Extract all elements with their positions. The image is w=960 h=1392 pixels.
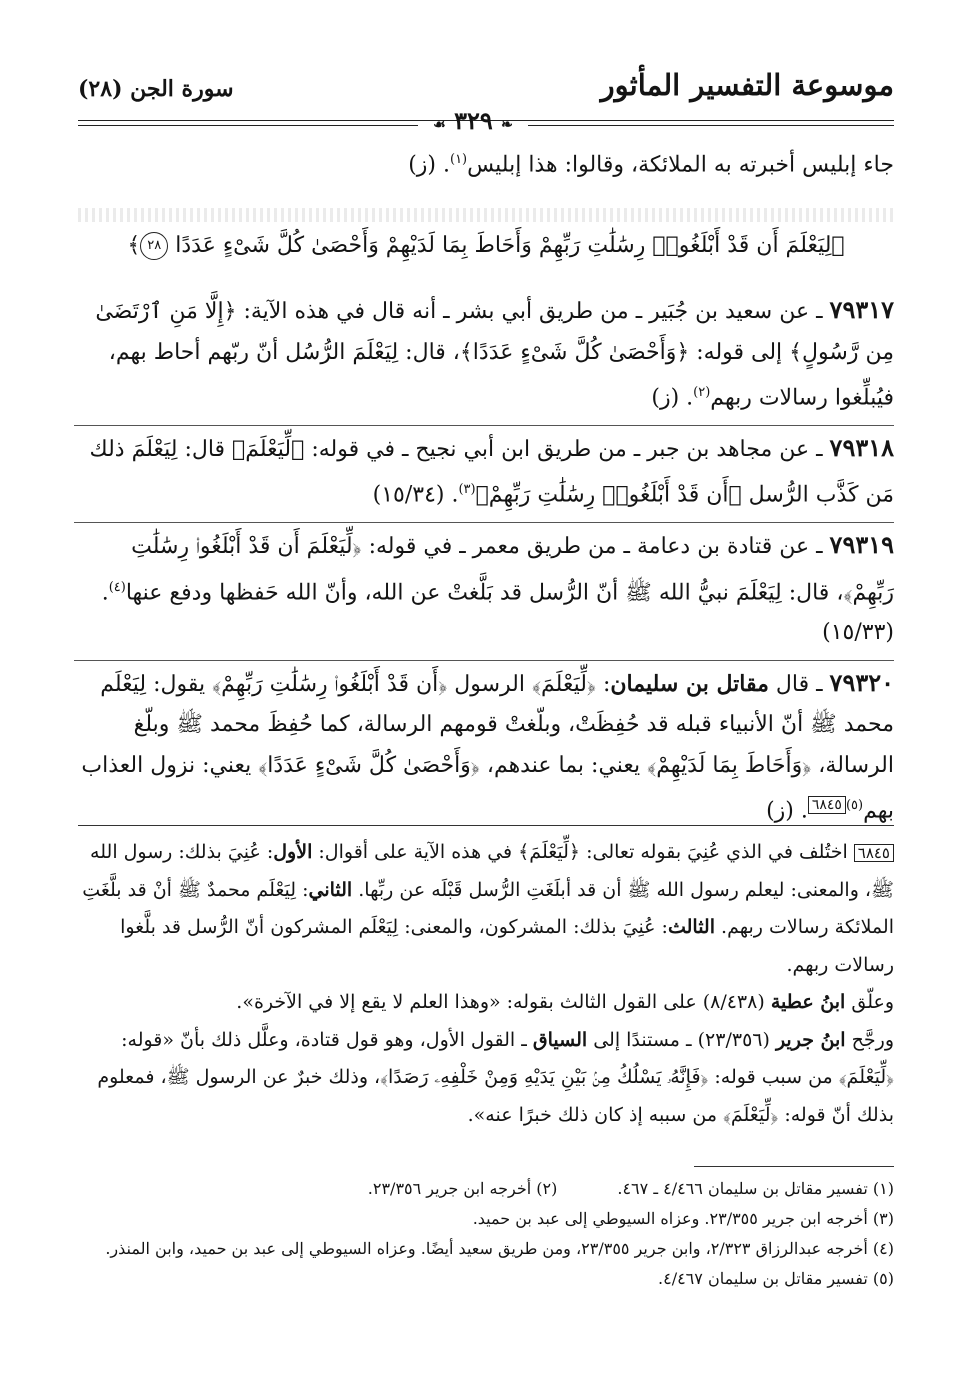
footnote-ref: (٣) <box>458 482 476 498</box>
ornament-icon: ☙ <box>433 117 446 133</box>
narration-pre: ـ قال <box>768 671 830 697</box>
commentary-text: : لِيَعْلَم محمدٌ ﷺ أنْ قد بلَّغَتِ الملائكة رسالات ربهم. <box>82 878 894 938</box>
opinion-label: الثاني <box>308 878 353 901</box>
commentary-ref-box: ٦٨٤٥ <box>808 796 846 814</box>
surah-label: سورة الجن (٢٨) <box>78 76 234 102</box>
continuation-tail: . (ز) <box>408 152 450 178</box>
header-rule-left <box>78 125 418 126</box>
narration-text: ـ عن سعيد بن جُبَير ـ من طريق أبي بشر ـ أنه قال في هذه الآية: ﴿إِلَّا مَنِ ٱرْتَضَىٰ مِن رَّسُولٍ﴾ إلى قوله: ﴿وَأَحْصَىٰ كُلَّ شَىْءٍ عَدَدًا﴾، قال: لِيَعْلَمَ الرُّسُل أنّ ربّهم أحاط بهم، فيُبلِّغوا رسالات ربهم <box>95 299 894 411</box>
quran-verse <box>78 232 894 260</box>
commentary-paragraph <box>74 834 894 984</box>
commentary-text: (٢٣/٣٥٦) ـ مستندًا إلى <box>587 1028 776 1051</box>
footnote-rule <box>694 1166 894 1167</box>
commentary-text: ـ القول الأول، وهو قول قتادة، وعلَّل ذلك بأنّ «قوله: ﴿لِّيَعْلَمَ﴾ من سبب قوله: ﴿فَإِنَّهُۥ يَسْلُكُ مِنۢ بَيْنِ يَدَيْهِ وَمِنْ خَلْفِهِۦ رَصَدًا﴾، وذلك خبرٌ عن الرسول ﷺ، فمعلوم بذلك أنّ قوله: ﴿لِّيَعْلَمَ﴾ من سببه إذ كان ذلك خبرًا عنه». <box>97 1028 894 1126</box>
opinion-label: الأول <box>273 841 313 863</box>
commentary-divider <box>78 825 894 826</box>
commentary-ref-box: ٦٨٤٥ <box>854 844 894 862</box>
commentary-text: ورجَّح <box>845 1028 894 1051</box>
footnote: (٣) أخرجه ابن جرير ٢٣/٣٥٥. وعزاه السيوطي إلى عبد بن حميد. <box>472 1209 894 1228</box>
narration-text: : ﴿لِّيَعْلَمَ﴾ الرسول ﴿أَن قَدْ أَبْلَغُوا۟ رِسَٰلَٰتِ رَبِّهِمْ﴾ يقول: لِيَعْلَم محمد ﷺ أنّ الأنبياء قبله قد حُفِظَتْ، وبلّغتْ قومهم الرسالة، كما حُفِظَ محمد ﷺ وبلّغ الرسالة، ﴿وَأَحَاطَ بِمَا لَدَيْهِمْ﴾ يعني: بما عندهم، ﴿وَأَحْصَىٰ كُلَّ شَىْءٍ عَدَدًا﴾ يعني: نزول العذاب بهم <box>81 671 894 824</box>
footnote: (١) تفسير مقاتل بن سليمان ٤/٤٦٦ ـ ٤٦٧. <box>617 1179 894 1198</box>
footnote-ref: (٤) <box>108 579 126 595</box>
commentary-text: : عُنِيَ بذلك: المشركون، والمعنى: لِيَعْلَم المشركون أنّ الرُّسل قد بلَّغوا رسالات ربهم. <box>120 916 894 976</box>
ornament-icon: ❧ <box>501 117 513 133</box>
narration-number: ٧٩٣١٩ <box>829 530 894 560</box>
commentary-text: اختُلف في الذي عُنِيَ بقوله تعالى: ﴿لِّيَعْلَمَ﴾ في هذه الآية على أقوال: <box>312 841 854 863</box>
verse-number: ٢٨ <box>140 232 168 260</box>
verse-close: ﴾ <box>127 233 141 258</box>
commentary-text: وعلّق <box>845 991 894 1013</box>
commentary-text: : عُنِيَ بذلك: رسول الله ﷺ، والمعنى: ليعلم رسول الله ﷺ أن قد أبلَغَتِ الرُّسل قَبْلَه عن ربِّها. <box>90 841 894 901</box>
narrator-name: مقاتل بن سليمان <box>610 670 769 697</box>
narration-entry <box>74 522 894 654</box>
footnote-ref: (٢) <box>693 385 711 400</box>
narration-number: ٧٩٣١٨ <box>829 432 894 462</box>
continuation-line <box>78 152 894 177</box>
book-title: موسوعة التفسير المأثور <box>600 68 894 102</box>
commentary-text: (٨/٤٣٨) على القول الثالث بقوله: «وهذا العلم لا يقع إلا في الآخرة». <box>236 991 771 1013</box>
method-label: السياق <box>532 1028 588 1051</box>
page-number: ٣٢٩ <box>454 106 493 135</box>
scholar-name: ابنُ عطية <box>770 991 846 1013</box>
narration-number: ٧٩٣٢٠ <box>829 667 894 697</box>
opinion-label: الثالث <box>667 916 715 938</box>
narration-text: ـ عن قتادة بن دعامة ـ من طريق معمر ـ في قوله: ﴿لِّيَعْلَمَ أَن قَدْ أَبْلَغُوا۟ رِسَٰلَٰتِ رَبِّهِمْ﴾، قال: لِيَعْلَمَ نبيُّ الله ﷺ أنّ الرُّسل قد بَلَّغتْ عن الله، وأنّ الله حَفظها ودفع عنها <box>125 534 894 605</box>
continuation-text: جاء إبليس أخبرته به الملائكة، وقالوا: هذا إبليس <box>467 152 894 178</box>
narration-entry <box>74 660 894 832</box>
commentary <box>74 834 894 1134</box>
narration-entry <box>74 425 894 516</box>
narration-tail: . (ز) <box>651 385 694 411</box>
commentary-paragraph <box>74 1022 894 1135</box>
narrations <box>74 290 894 832</box>
footnote: (٢) أخرجه ابن جرير ٢٣/٣٥٦. <box>367 1179 558 1198</box>
scholar-name: ابنُ جرير <box>775 1028 846 1051</box>
footnote-ref: (١) <box>449 152 468 167</box>
narration-tail: . (١٥/٣٤) <box>372 482 459 508</box>
narration-text: ـ عن مجاهد بن جبر ـ من طريق ابن أبي نجيح ـ في قوله: ﴿لِّيَعْلَمَ﴾ قال: لِيَعْلَمَ ذلك مَن كَذَّب الرُّسل ﴿أَن قَدْ أَبْلَغُوا۟ رِسَٰلَٰتِ رَبِّهِمْ﴾ <box>89 436 894 508</box>
narration-tail: . (١٥/٣٣) <box>101 579 894 646</box>
footnotes <box>74 1174 894 1294</box>
verse-text: ﴿لِيَعْلَمَ أَن قَدْ أَبْلَغُوا۟ رِسَٰلَٰتِ رَبِّهِمْ وَأَحَاطَ بِمَا لَدَيْهِمْ وَأَحْصَىٰ كُلَّ شَىْءٍ عَدَدًا <box>175 233 845 258</box>
page-number-block <box>424 106 522 135</box>
commentary-paragraph <box>74 984 894 1022</box>
footnote: (٤) أخرجه عبدالرزاق ٢/٣٢٣، وابن جرير ٢٣/٣٥٥، ومن طريق سعيد أيضًا. وعزاه السيوطي إلى عبد بن حميد، وابن المنذر. <box>105 1239 894 1258</box>
narration-number: ٧٩٣١٧ <box>829 295 894 324</box>
footnote-row <box>74 1174 894 1204</box>
footnote-ref: (٥) <box>845 798 864 814</box>
footnote: (٥) تفسير مقاتل بن سليمان ٤/٤٦٧. <box>658 1269 894 1288</box>
narration-tail: . (ز) <box>766 798 808 824</box>
narration-entry <box>74 290 894 419</box>
ayah-ornament-band <box>78 208 894 222</box>
header-rule-right <box>528 125 894 126</box>
